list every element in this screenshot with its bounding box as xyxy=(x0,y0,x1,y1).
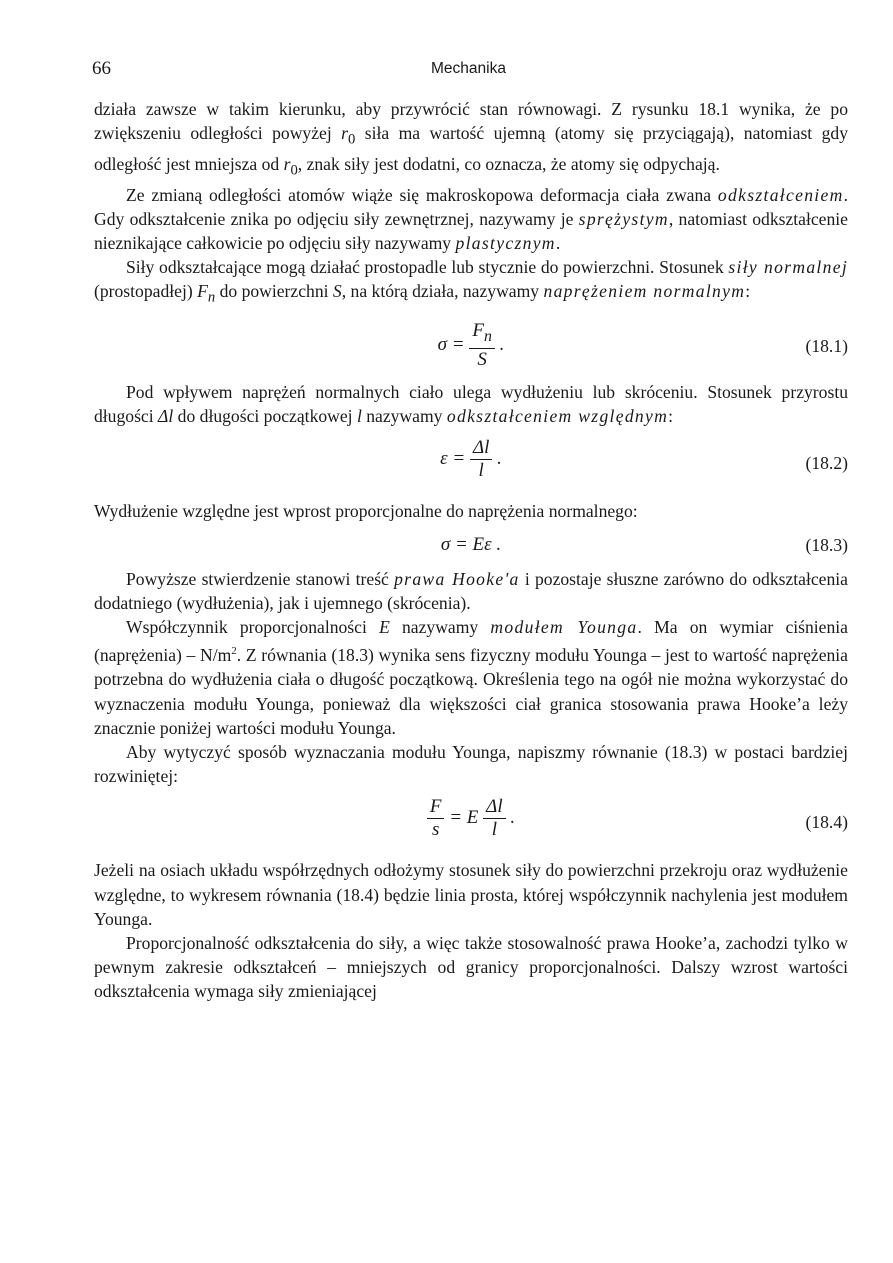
fraction-f-over-s: $\frac{F}{s}$ xyxy=(427,796,445,841)
running-title: Mechanika xyxy=(431,60,506,77)
term-sprezysty: sprężystym xyxy=(578,208,669,229)
paragraph-5: Wydłużenie względne jest wprost proporcjonalne do naprężenia normalnego: xyxy=(94,500,638,521)
paragraph-2: Ze zmianą odległości atomów wiąże się makroskopowa deformacja ciała zwana odkształceniem. Gdy odkształcenie znika po odjęciu siły zewnętrznej, nazywamy je sprężystym, natomiast odkształcenie nieznikające całkowicie po odjęciu siły nazywamy plastycznym. xyxy=(94,184,848,254)
fraction-dl-over-l: $\frac{\Delta l}{l}$ xyxy=(483,796,505,841)
equation-18-1: σ = $\frac{F_n}{S}$ . (18.1) xyxy=(437,320,848,370)
page-number: 66 xyxy=(92,58,111,79)
paragraph-9: Jeżeli na osiach układu współrzędnych odłożymy stosunek siły do powierzchni przekroju oraz wydłużenie względne, to wykresem równania (18.4) będzie linia prosta, której współczynnik nachylenia jest modułem Younga. xyxy=(94,860,848,929)
equation-number: (18.1) xyxy=(805,336,848,357)
term-sila-normalna: siły normalnej xyxy=(728,257,849,278)
term-modul-younga: modułem Younga xyxy=(490,617,638,638)
term-odksztalcenie: odkształceniem xyxy=(717,184,844,205)
equation-number: (18.4) xyxy=(805,812,848,833)
paragraph-10: Proporcjonalność odkształcenia do siły, a więc także stosowalność prawa Hooke’a, zachodzi tylko w pewnym zakresie odkształceń – mniejszych od granicy proporcjonalności. Dalszy wzrost wartości odkształcenia wymaga siły zmieniającej xyxy=(94,933,848,1002)
equation-number: (18.2) xyxy=(805,452,848,473)
fraction-dl-over-l: $\frac{\Delta l}{l}$ xyxy=(470,437,492,482)
term-prawo-hookea: prawa Hooke'a xyxy=(394,568,520,589)
equation-number: (18.3) xyxy=(805,534,848,555)
paragraph-1: działa zawsze w takim kierunku, aby przywrócić stan równowagi. Z rysunku 18.1 wynika, że po zwiększeniu odległości powyżej $r_0$ siła ma wartość ujemną (atomy się przyciągają), natomiast gdy odległość jest mniejsza od $r_0$, znak siły jest dodatni, co oznacza, że atomy się odpychają. xyxy=(94,99,848,179)
equation-18-4: $\frac{F}{s}$ = E $\frac{\Delta l}{l}$ . (18.4) xyxy=(94,794,848,858)
equation-18-2: ε = $\frac{\Delta l}{l}$ . (18.2) xyxy=(440,436,848,481)
paragraph-8: Aby wytyczyć sposób wyznaczania modułu Younga, napiszmy równanie (18.3) w postaci bardziej rozwiniętej: xyxy=(94,742,848,787)
term-odksztalcenie-wzgledne: odkształceniem względnym xyxy=(446,406,669,427)
fraction-fn-over-s: $\frac{F_n}{S}$ xyxy=(469,320,495,371)
paragraph-7: Współczynnik proporcjonalności E nazywamy modułem Younga. Ma on wymiar ciśnienia (naprężenia) – $N/m^2$. Z równania (18.3) wynika sens fizyczny modułu Younga – jest to wartość naprężenia potrzebna do wydłużenia ciała o długość początkową. Określenia tego na ogół nie można wykorzystać do wyznaczenia modułu Younga, ponieważ dla większości ciał granica stosowania prawa Hooke’a leży znacznie poniżej wartości modułu Younga. xyxy=(94,617,848,738)
page-body xyxy=(94,97,848,1004)
equation-18-3: σ = Eε . (18.3) xyxy=(94,533,848,567)
paragraph-4: Pod wpływem naprężeń normalnych ciało ulega wydłużeniu lub skróceniu. Stosunek przyrostu długości Δl do długości początkowej l nazywamy odkształceniem względnym: xyxy=(94,382,848,427)
term-plastyczny: plastycznym xyxy=(455,233,556,254)
page-header xyxy=(92,58,847,82)
paragraph-6: Powyższe stwierdzenie stanowi treść prawa Hooke'a i pozostaje słuszne zarówno do odkształcenia dodatniego (wydłużenia), jak i ujemnego (skrócenia). xyxy=(94,568,848,613)
term-naprezenie-normalne: naprężeniem normalnym xyxy=(543,281,746,302)
paragraph-3: Siły odkształcające mogą działać prostopadle lub stycznie do powierzchni. Stosunek siły normalnej (prostopadłej) $F_n$ do powierzchni S, na którą działa, nazywamy naprężeniem normalnym: xyxy=(94,257,849,306)
